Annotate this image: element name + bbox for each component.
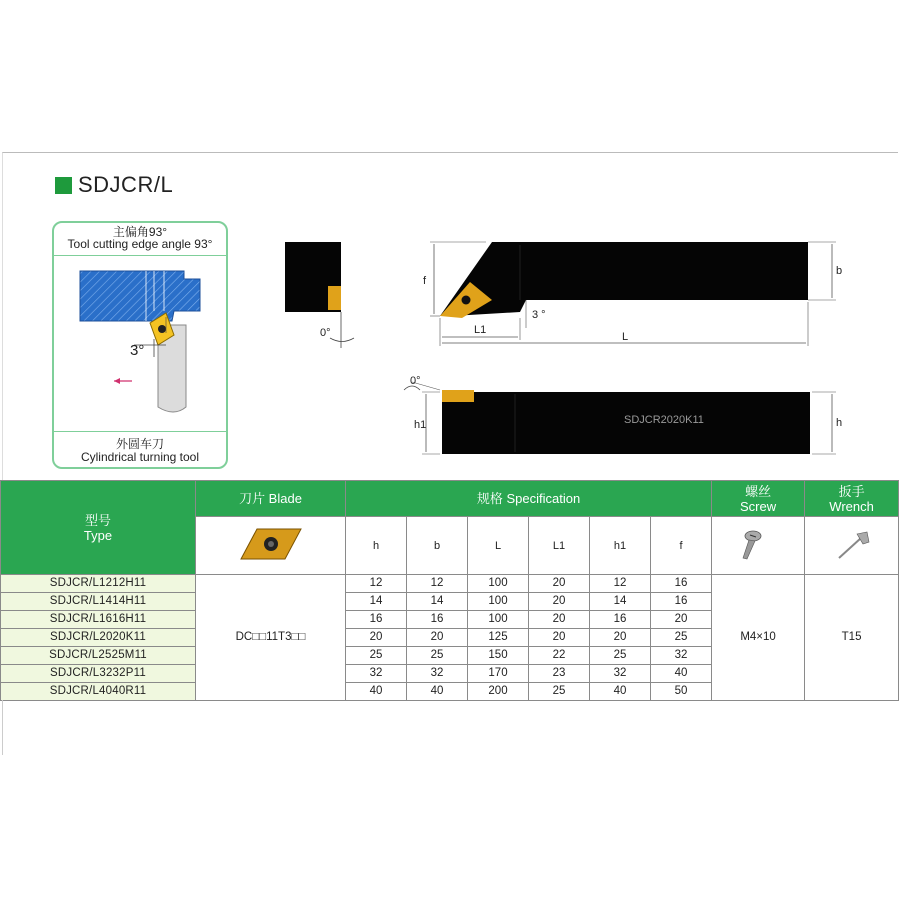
spec-cell-l1: 20: [529, 629, 590, 647]
spec-cell-f: 40: [651, 665, 712, 683]
wrench-header: [805, 481, 899, 517]
wrench-header-cn: 扳手: [838, 483, 865, 499]
top-b-label: b: [836, 265, 843, 277]
spec-cell-h: 20: [346, 629, 407, 647]
top-angle-label: 3 °: [532, 309, 546, 321]
type-cell: SDJCR/L2020K11: [1, 629, 196, 647]
side-view-insert: [442, 390, 474, 402]
side-h-label: h: [836, 417, 843, 429]
spec-cell-b: 16: [407, 611, 468, 629]
blade-header-label: 刀片 Blade: [239, 491, 302, 506]
side-h1-label: h1: [414, 419, 427, 431]
inset-bottom-en: Cylindrical turning tool: [80, 450, 200, 464]
wrench-icon: [827, 524, 877, 564]
screw-header-cn: 螺丝: [745, 483, 772, 499]
spec-cell-b: 32: [407, 665, 468, 683]
spec-cell-l1: 22: [529, 647, 590, 665]
spec-cell-b: 14: [407, 593, 468, 611]
spec-cell-h1: 40: [590, 683, 651, 701]
screw-header: [712, 481, 805, 517]
screw-header-en: Screw: [740, 498, 777, 514]
spec-cell-l: 100: [468, 611, 529, 629]
blade-insert-icon: [231, 519, 311, 569]
spec-cell-h: 12: [346, 575, 407, 593]
front-angle-label: 0°: [320, 327, 331, 339]
table-row: [1, 575, 899, 593]
spec-header-label: 规格 Specification: [476, 491, 581, 506]
wrench-value-cell: T15: [805, 575, 899, 701]
spec-cell-h: 32: [346, 665, 407, 683]
spec-cell-h: 25: [346, 647, 407, 665]
type-header: [1, 481, 196, 575]
spec-cell-h1: 12: [590, 575, 651, 593]
inset-caption-cn: 主偏角93°: [112, 225, 168, 239]
spec-cell-l1: 23: [529, 665, 590, 683]
spec-cell-l: 100: [468, 593, 529, 611]
spec-cell-l1: 20: [529, 611, 590, 629]
side-view-engraving: SDJCR2020K11: [624, 414, 704, 426]
type-header-en: Type: [83, 527, 113, 543]
spec-cell-l: 200: [468, 683, 529, 701]
inset-angle-label: 3°: [130, 342, 145, 359]
spec-cell-l1: 20: [529, 593, 590, 611]
spec-cell-f: 20: [651, 611, 712, 629]
type-cell: SDJCR/L2525M11: [1, 647, 196, 665]
spec-table-body: [1, 575, 899, 701]
spec-header: [346, 481, 712, 517]
col-h-header: h: [346, 517, 407, 575]
spec-table: [0, 480, 899, 701]
title-text: SDJCR/L: [78, 172, 174, 197]
spec-cell-h: 14: [346, 593, 407, 611]
spec-cell-l1: 25: [529, 683, 590, 701]
blade-header: [196, 481, 346, 517]
col-L1-header: L1: [529, 517, 590, 575]
front-view-insert: [328, 286, 341, 310]
col-f-header: f: [651, 517, 712, 575]
spec-cell-l: 170: [468, 665, 529, 683]
screw-icon: [733, 524, 783, 564]
spec-cell-h1: 32: [590, 665, 651, 683]
blade-value-cell: DC□□11T3□□: [196, 575, 346, 701]
type-header-cn: 型号: [84, 512, 111, 528]
type-cell: SDJCR/L1212H11: [1, 575, 196, 593]
spec-cell-h1: 14: [590, 593, 651, 611]
spec-cell-f: 16: [651, 593, 712, 611]
top-L1-label: L1: [474, 324, 487, 336]
inset-caption-en: Tool cutting edge angle 93°: [67, 237, 213, 251]
type-cell: SDJCR/L4040R11: [1, 683, 196, 701]
spec-cell-b: 20: [407, 629, 468, 647]
top-L-label: L: [622, 331, 629, 343]
spec-cell-l: 150: [468, 647, 529, 665]
spec-cell-f: 16: [651, 575, 712, 593]
spec-cell-h1: 16: [590, 611, 651, 629]
type-cell: SDJCR/L1616H11: [1, 611, 196, 629]
col-h1-header: h1: [590, 517, 651, 575]
spec-cell-b: 40: [407, 683, 468, 701]
top-f-label: f: [423, 275, 427, 287]
col-b-header: b: [407, 517, 468, 575]
spec-cell-b: 25: [407, 647, 468, 665]
wrench-image-cell: [805, 517, 899, 575]
inset-bottom-cn: 外圆车刀: [115, 437, 164, 451]
spec-cell-f: 25: [651, 629, 712, 647]
col-L-header: L: [468, 517, 529, 575]
blade-image-cell: [196, 517, 346, 575]
spec-cell-f: 32: [651, 647, 712, 665]
spec-cell-l: 100: [468, 575, 529, 593]
screw-image-cell: [712, 517, 805, 575]
spec-cell-h1: 20: [590, 629, 651, 647]
spec-cell-h1: 25: [590, 647, 651, 665]
spec-cell-b: 12: [407, 575, 468, 593]
screw-value-cell: M4×10: [712, 575, 805, 701]
top-view-insert-hole: [462, 296, 471, 305]
side-angle-label: 0°: [410, 375, 421, 387]
wrench-header-en: Wrench: [829, 498, 874, 514]
spec-cell-h: 16: [346, 611, 407, 629]
frame-left-edge: [2, 700, 3, 755]
top-view-body: [440, 242, 808, 316]
type-cell: SDJCR/L1414H11: [1, 593, 196, 611]
spec-cell-h: 40: [346, 683, 407, 701]
type-cell: SDJCR/L3232P11: [1, 665, 196, 683]
spec-cell-l: 125: [468, 629, 529, 647]
spec-cell-l1: 20: [529, 575, 590, 593]
spec-cell-f: 50: [651, 683, 712, 701]
